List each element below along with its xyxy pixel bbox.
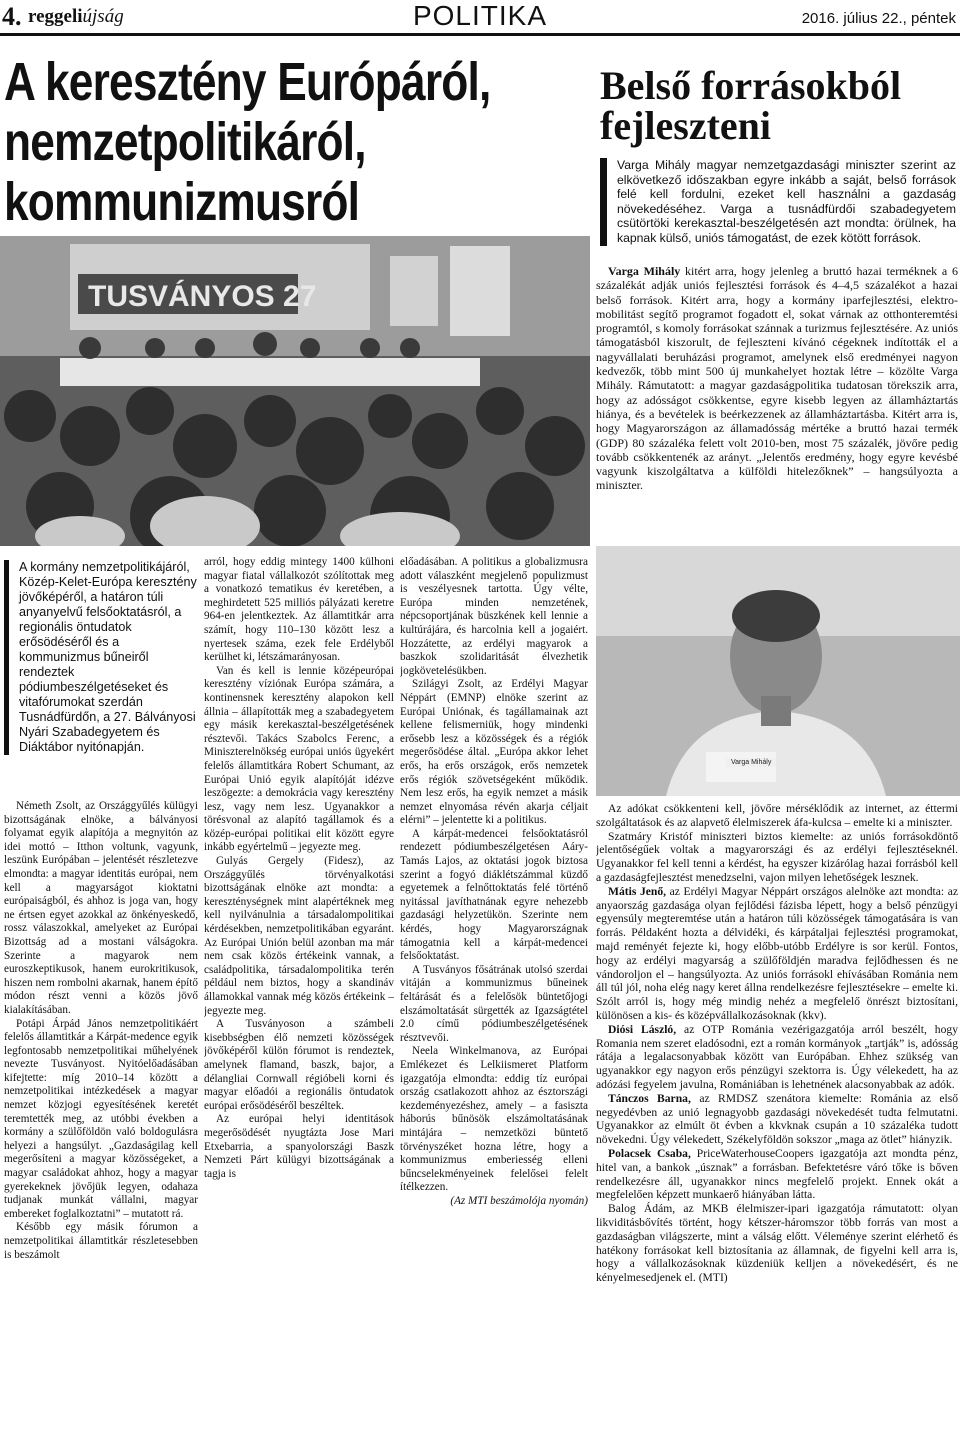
minister-photo-drawing [596, 546, 960, 796]
paragraph [596, 885, 958, 1023]
paragraph-text: Szatmáry Kristóf miniszteri biztos kiemelte: az uniós forrásokdöntő jelentőségűek voltak a magyarországi és az erdélyi fejlesztéseknél. Ugyanakkor fel kell tenni a kérdést, ha egyszer kizárólag hazai forrásból kell a gazdaságfejlesztést menedzselni, vajon milyen lehetőségek lesznek. [596, 829, 958, 884]
main-article-lead: A kormány nemzetpolitikájáról, Közép-Kelet-Európa keresztény jövőképéről, a határon túli anyanyelvű felsőoktatásról, a regionális öntudatok erősödéséről és a kommunizmus bűneiről rendeztek pódiumbeszélgetéseket és vitafórumokat szerdán Tusnádfürdőn, a 27. Bálványosi Nyári Szabadegyetem és Diáktábor nyitónapján. [4, 560, 198, 755]
paragraph [596, 264, 958, 493]
main-article-title: A keresztény Európáról, nemzetpolitikáról, kommunizmusról [4, 52, 491, 232]
paragraph: Az európai helyi identitások megerősödését nyugtázta Jose Mari Etxebarria, a spanyolországi Baszk Nemzeti Párt külügyi bizottságának a tagja is [204, 1113, 394, 1180]
side-article-body-bottom [596, 802, 958, 1446]
paragraph [596, 1092, 958, 1147]
paragraph-text: PriceWaterhouseCoopers igazgatója azt mondta pénz, hitel van, a bankok „úsznak” a forrásban. Befektetésre váró tőke is bőven rendelkezésre áll, ugyanakkor nincs megfelelő projekt. Ennek okát a megfelelően képzett munkaerő hiányában látta. [596, 1146, 958, 1202]
side-article-title: Belső forrásokból fejleszteni [600, 63, 902, 148]
paragraph: A kárpát-medencei felsőoktatásról rendezett pódiumbeszélgetésen Aáry-Tamás Lajos, az oktatási jogok biztosa szerint a fogyó diáklétszámmal küzdő egyetemek a felnőttoktatás felé történő nyitással javíthatnának egyre nehezebb gazdasági helyzetükön. Szerinte nem kérdés, hogy Magyarországnak támogatnia kell a kárpát-medencei felsőoktatást. [400, 827, 588, 963]
paragraph [596, 1202, 958, 1285]
banner-text: TUSVÁNYOS 27 [88, 280, 317, 313]
photo-caption: Varga Mihály [726, 758, 776, 767]
person-name: Tánczos Barna, [608, 1091, 691, 1105]
main-article-column-2 [204, 556, 394, 1446]
conference-photo-drawing [0, 236, 590, 546]
paragraph: A Tusványos fősátrának utolsó szerdai vitáján a kommunizmus bűneinek feltárását és a felelősök büntetőjogi elszámoltatását sürgették az Igazságtétel 2.0 című pódiumbeszélgetésének résztvevői. [400, 963, 588, 1044]
paragraph-text: kitért arra, hogy jelenleg a bruttó hazai terméknek a 6 százalékát adják uniós fejlesztési források és 4–4,5 százalékot a hazai belső források. Kitért arra, hogy a kormány iparfejlesztési, elektro-mobilitást segítő programot fogadott el, sokat várnak az otthonteremtési programtól, s komoly forrásokat szánnak a turizmus fejlesztésére. Az uniós támogatásból kiszorult, de fejleszteni kívánó cégeknek indították el a nagyvállalati beruházási programot, amelynek első eredményei nagyon kedvezők, több mint 500 új munkahelyet hoztak létre – közölte Varga Mihály. Rámutatott: a magyar gazdaságpolitika tudatosan törekszik arra, hogy az adósságot csökkentse, egyre kisebb legyen az államháztartás hiánya, és a bevételek is beérkezzenek az államháztartásba. Kitért arra is, hogy Magyarországon az államadósság mértéke a bruttó hazai termék (GDP) 80 százaléka felett volt 2010-ben, most 75 százalék, jövőre pedig tovább csökkentenék az arányt. „Jelentős eredmény, hogy egyre kevésbé vagyunk kiszolgáltatva a külföldi hitelezőknek” – hangsúlyozta a miniszter. [596, 264, 958, 493]
newspaper-name [28, 6, 124, 28]
minister-photo [596, 546, 960, 796]
conference-photo [0, 236, 590, 546]
paragraph: előadásában. A politikus a globalizmusra adott válaszként megjelenő populizmust is veszélyesnek tartotta. Úgy vélte, Európa minden nemzetének, népcsoportjának büszkének kell lennie a kultúrájára, és harcolnia kell a jogaiért. Hozzátette, az erdélyi magyarok a baszkok szolidaritását élvezhetik jogkövetelésükben. [400, 556, 588, 677]
section-title: POLITIKA [412, 0, 548, 31]
main-article-column-3 [400, 556, 588, 1446]
paragraph-text: Az adókat csökkenteni kell, jövőre mérséklődik az internet, az éttermi szolgáltatások és az alapvető élelmiszerek áfa-kulcsa – emelte ki a miniszter. [596, 802, 958, 829]
paragraph: Neela Winkelmanova, az Európai Emlékezet és Lelkiismeret Platform igazgatója elmondta: eddig tíz európai ország csatlakozott ahhoz az észtországi kezdeményezéshez, amely – a fasiszta háborús bűnösök elszámoltatásának mintájára – nemzetközi büntető törvényszéket hozna létre, hogy a kommunizmus emberiesség elleni bűncselekményeinek felelősei felelt ítélkezzen. [400, 1045, 588, 1194]
side-article-lead: Varga Mihály magyar nemzetgazdasági miniszter szerint az elkövetkező időszakban egyre inkább a saját, belső források felé kell fordulni, ezeket kell használni a gazdaság növekedéséhez. Varga a tusnádfürdői szabadegyetem csütörtöki kerekasztal-beszélgetésén azt mondta: örülnek, ha kapnak külső, uniós támogatást, de ezek kötött források. [600, 158, 956, 246]
paragraph [596, 802, 958, 830]
article-credit: (Az MTI beszámolója nyomán) [450, 1194, 588, 1207]
paragraph [596, 830, 958, 885]
paragraph: Szilágyi Zsolt, az Erdélyi Magyar Néppárt (EMNP) elnöke szerint az Európai Uniónak, és tagállamainak azt kellene felismerniük, hogy mindenki erősebb lesz a közösségek és a régiók megerősödése által. „Európa akkor lehet erős, ha erős országok, erős nemzetek erős régiók szövetségeként működik. Nem lesz erős, ha egyik nemzet a másik nemzet elnyomása révén akarja céljait elérni” – jelentette ki a politikus. [400, 678, 588, 827]
newspaper-name-bold: reggeli [28, 6, 83, 27]
paragraph: Németh Zsolt, az Országgyűlés külügyi bizottságának elnöke, a bálványosi folyamat egyik alapítója a megnyitón az idei mottó – Itthon voltunk, vagyunk, leszünk Európában – jelentését részletezve elmondta: a magyar identitás európai, nem kell a magyarságot kioktatni európaiságból, és ahhoz is joga van, hogy ne értsen egyet azokkal az önkényeskedő, rossz válaszokkal, amelyeket az Európai Bizottság ad a mostani válságokra. Szerinte a magyarok nem euroszkeptikusok, hanem eurokritikusok, hiszen nem rombolni akarnak, hanem építő módon részt venni a közös jövő kialakításában. [4, 800, 198, 1016]
paragraph [596, 1147, 958, 1202]
paragraph: Később egy másik fórumon a nemzetpolitikai államtitkár részletesebben is beszámolt [4, 1221, 198, 1261]
paragraph: Potápi Árpád János nemzetpolitikáért felelős államtitkár a Kárpát-medence egyik legfontosabb nemzetpolitikai műhelyének nevezte Tusványost. Nyitóelőadásában kifejtette: míg 2010–14 között a nemzetpolitikai intézkedések a magyar nemzet közjogi egyesítésének keretét teremtették meg, az utóbbi években a kormány a szülőföldön való boldogulásra helyezi a hangsúlyt. „Gazdaságilag kell megerősíteni a magyar közösségeket, a magyar családokat ahhoz, hogy a magyar gyerekeknek jövőjük legyen, odahaza tudjanak munkát vállalni, magyar embereket foglalkoztatni” – mutatott rá. [4, 1017, 198, 1220]
paragraph-text: az OTP Románia vezérigazgatója arról beszélt, hogy Romania nem szeret eladósodni, ezt a román kormányok „tartják” is, adósság rátája a legalacsonyabbak között van Európában. Ehhez szükség van ugyanakkor egy nagyon erős pénzügyi szektorra is. Úgy vélekedett, ha az adózási fegyelem javulna, Romániában is lehetnének alacsonyabbak az adók. [596, 1022, 958, 1091]
issue-date: 2016. július 22., péntek [801, 10, 956, 27]
paragraph-text: az Erdélyi Magyar Néppárt országos alelnöke azt mondta: az anyaország gazdasága olyan fejlődési fázisba lépett, hogy a belső pénzügyi egyensúly megteremtése után a határon túli közösségek támogatására is van forrás. Példaként hozta a délvidéki, és kárpátaljai fejlesztési programokat, majd reményét fejezte ki, hogy előbb-utóbb Erdélyre is sor kerül. Fontos, hogy az erdélyi magyarság a szülőföldjén maradva fejlődhessen és ne vándoroljon el – hangsúlyozta. Az uniós forrásokl ehívásában Románia nem áll túl jól, noha elég nagy keret állna rendelkezésre fejlesztésekre – emelte ki. Szólt arról is, hogy még mindig nehéz a megfelelő önrészt biztosítani, különösen a kis- és középvállalkozásoknak (kkv). [596, 884, 958, 1022]
paragraph: A Tusványoson a számbeli kisebbségben élő nemzeti közösségek jövőképéről külön fórumot is rendeztek, amelynek flamand, baszk, bajor, a délangliai Cornwall régióbeli korni és magyar előadói a regionális öntudatok európai erősödéséről beszéltek. [204, 1018, 394, 1112]
main-article-column-1 [4, 800, 198, 1446]
page-number: 4. [2, 2, 22, 31]
page-header [0, 0, 960, 36]
side-article-body-top [596, 264, 958, 540]
paragraph: Gulyás Gergely (Fidesz), az Országgyűlés törvényalkotási bizottságának elnöke azt mondta: a kereszténységnek mint alapértéknek meg kell nyilvánulnia a társadalompolitikai kérdésekben, nemzetpolitikában egyaránt. Az Európai Unión belül azonban ma már nem csak közös értékeink vannak, a családpolitika, társadalompolitika terén például nem biztos, hogy a skandináv államokkal vannak még közös értékeink – jegyezte meg. [204, 855, 394, 1017]
person-name: Varga Mihály [608, 264, 681, 278]
paragraph-text: Balog Ádám, az MKB élelmiszer-ipari igazgatója rámutatott: olyan likviditásbővítés történt, hogy kétszer-háromszor több forrás van most a gazdaságban világszerte, mint a válság előtt. Véleménye szerint elérhető és hatékony forrásokat kell biztosítania az államnak, de figyelni kell arra is, hogy a vállalkozásoknak küzdeniük kelljen a növekedésért, és ne kényelmesedjenek el. (MTI) [596, 1202, 958, 1285]
paragraph-text: az RMDSZ szenátora kiemelte: Románia az első negyedévben az unió legnagyobb gazdasági növekedését tudta felmutatni. Ugyanakkor az elmúlt öt évben a kkvknak csupán a 10 százaléka tudott növekedni. Úgy vélekedett, Székelyföldön sokszor „maga az ötlet” hiányzik. [596, 1091, 958, 1147]
person-name: Diósi László, [608, 1022, 677, 1036]
paragraph: arról, hogy eddig mintegy 1400 külhoni magyar fiatal vállalkozót szólítottak meg a vonatkozó tematikus év keretében, a meghirdetett 525 milliós pályázati keretre 964-en jelentkeztek. Az államtitkár arra számít, hogy 110–130 között lesz a nyertesek száma, ezek fele Erdélyből kerülhet ki, létszámarányosan. [204, 556, 394, 664]
paragraph: Van és kell is lennie középeurópai keresztény víziónak Európa számára, a kontinensnek keresztény alapokon kell állnia – állapították meg a szabadegyetem egy másik kerekasztal-beszélgetésének résztevői. Takács Szabolcs Ferenc, a Miniszterelnökség európai uniós ügyekért felelős államtitkára Robert Schumant, az Európai Unió egyik alapítóját idézve leszögezte: a demokrácia vagy keresztény lesz, vagy nem lesz. Ugyanakkor a törésvonal az alapító tagállamok és a közép-európai politikai elit között egyre inkább egyértelmű – jegyezte meg. [204, 664, 394, 854]
newspaper-name-light: újság [82, 6, 124, 27]
paragraph [596, 1023, 958, 1092]
person-name: Polacsek Csaba, [608, 1146, 691, 1160]
person-name: Mátis Jenő, [608, 884, 667, 898]
